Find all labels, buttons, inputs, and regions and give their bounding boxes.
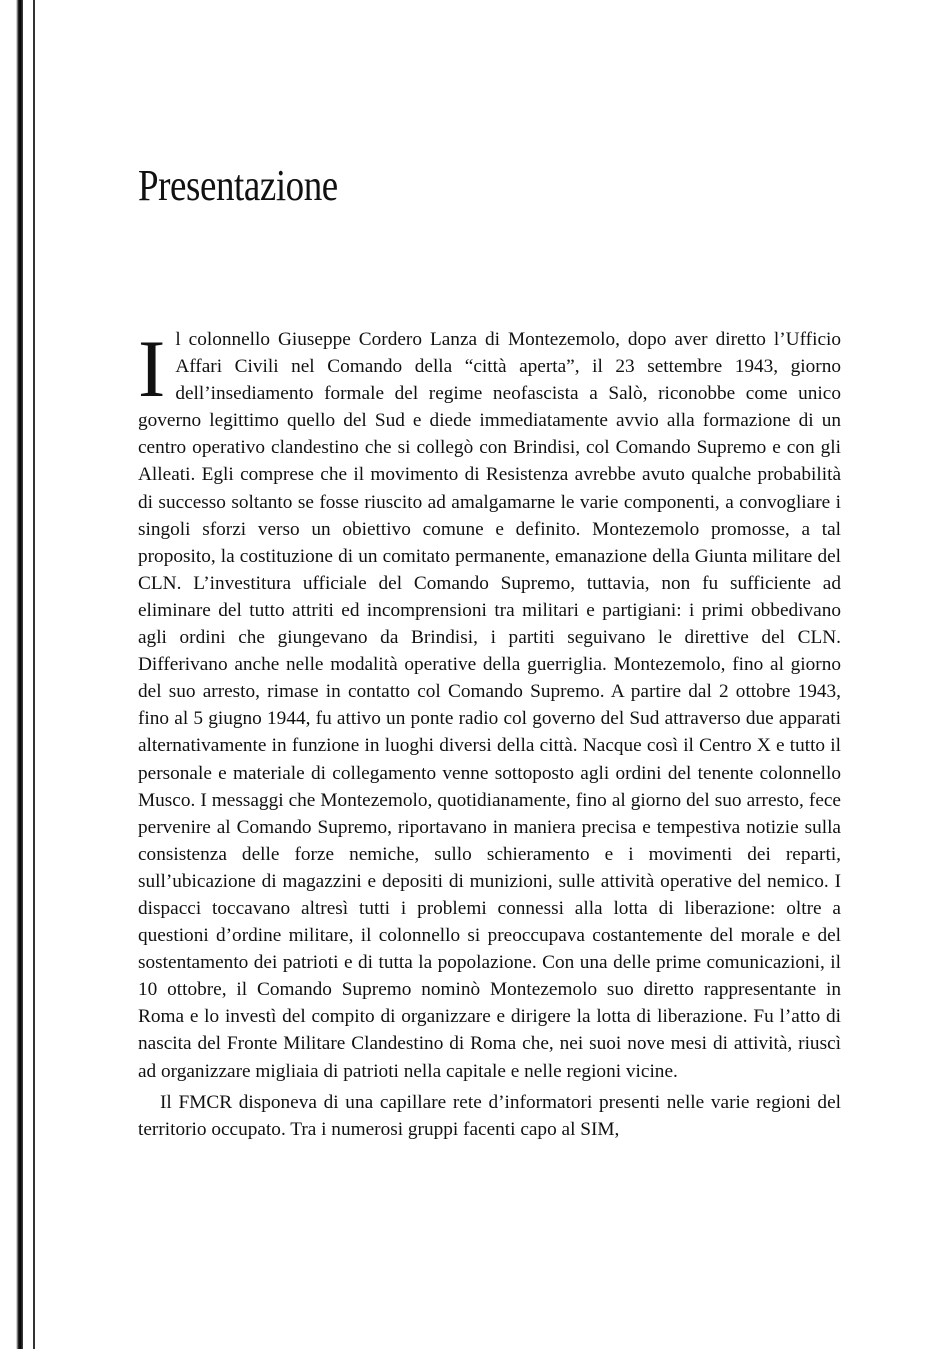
page-binding-line [33,0,35,1349]
drop-cap: I [138,323,166,414]
paragraph-1 [138,323,841,1085]
body-text [138,323,841,1143]
page-binding-edge [16,0,23,1349]
paragraph-2: Il FMCR disponeva di una capillare rete d’informatori presenti nelle varie regioni del territorio occupato. Tra i numerosi gruppi facenti capo al SIM, [138,1091,841,1140]
page-title: Presentazione [138,161,338,210]
paragraph-1-text: l colonnello Giuseppe Cordero Lanza di Montezemolo, dopo aver diretto l’Ufficio Affari Civili nel Comando della “città aperta”, il 23 settembre 1943, giorno dell’insediamento formale del regime neofascista a Salò, riconobbe come unico governo legittimo quello del Sud e diede immediatamente avvio alla formazione di un centro operativo clandestino che si collegò con Brindisi, col Comando Supremo e con gli Alleati. Egli comprese che il movimento di Resistenza avrebbe avuto qualche probabilità di successo soltanto se fosse riuscito ad amalgamarne le varie componenti, a convogliare i singoli sforzi verso un obiettivo comune e definito. Montezemolo promosse, a tal proposito, la costituzione di un comitato permanente, emanazione della Giunta militare del CLN. L’investitura ufficiale del Comando Supremo, tuttavia, non fu sufficiente ad eliminare del tutto attriti ed incomprensioni tra militari e partigiani: i primi obbedivano agli ordini che giungevano da Brindisi, i partiti seguivano le direttive del CLN. Differivano anche nelle modalità operative della guerriglia. Montezemolo, fino al giorno del suo arresto, rimase in contatto col Comando Supremo. A partire dal 2 ottobre 1943, fino al 5 giugno 1944, fu attivo un ponte radio col governo del Sud attraverso due apparati alternativamente in funzione in luoghi diversi della città. Nacque così il Centro X e tutto il personale e materiale di collegamento venne sottoposto agli ordini del tenente colonnello Musco. I messaggi che Montezemolo, quotidianamente, fino al giorno del suo arresto, fece pervenire al Comando Supremo, riportavano in maniera precisa e tempestiva notizie sulla consistenza delle forze nemiche, sullo schieramento e i movimenti dei reparti, sull’ubicazione di magazzini e depositi di munizioni, sulle attività operative del nemico. I dispacci toccavano altresì tutti i problemi connessi alla lotta di liberazione: oltre a questioni d’ordine militare, il colonnello si preoccupava costantemente del morale e del sostentamento dei patrioti e di tutta la popolazione. Con una delle prime comunicazioni, il 10 ottobre, il Comando Supremo nominò Montezemolo suo diretto rappresentante in Roma e lo investì del compito di organizzare e dirigere la lotta di liberazione. Fu l’atto di nascita del Fronte Militare Clandestino di Roma che, nei suoi nove mesi di attività, riuscì ad organizzare migliaia di patrioti nella capitale e nelle regioni vicine. [138,329,841,1082]
